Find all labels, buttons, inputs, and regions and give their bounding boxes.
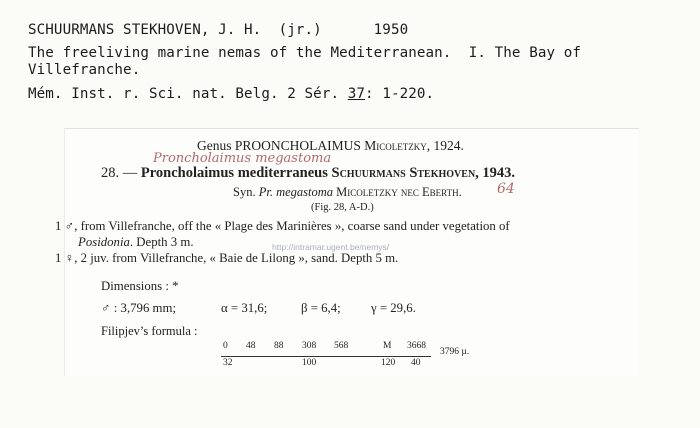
handwritten-number: 64: [497, 181, 515, 197]
formula-bottom-0: 32: [223, 358, 233, 368]
title-line-1: The freeliving marine nemas of the Mediterranean. I. The Bay of: [28, 45, 582, 61]
formula-top-3: 308: [302, 341, 317, 351]
formula-top-4: 568: [334, 341, 349, 351]
species-author: Schuurmans Stekhoven, 1943.: [327, 165, 516, 181]
synonym-author: Micoletzky nec Eberth.: [333, 185, 462, 199]
formula-fraction-bar: [221, 356, 431, 357]
record-1-line-2: [78, 235, 194, 250]
citation-volume: 37: [347, 86, 366, 102]
species-heading: [101, 165, 515, 182]
dimension-beta: β = 6,4;: [301, 301, 341, 315]
record-1-line-1: 1 ♂, from Villefranche, off the « Plage des Marinières », coarse sand under vegetation of: [55, 219, 510, 233]
formula-top-6: 3668: [407, 341, 426, 351]
printed-clipping: [55, 128, 639, 376]
citation-pages: : 1-220.: [365, 86, 435, 102]
title-line-2: Villefranche.: [28, 62, 141, 78]
dimension-alpha: α = 31,6;: [221, 301, 268, 315]
genus-prefix: Genus: [197, 138, 235, 153]
citation-line: [28, 86, 434, 102]
formula-bottom-3: 40: [411, 358, 421, 368]
species-name: Proncholaimus mediterraneus: [140, 165, 328, 181]
genus-author: Micoletzky, 1924.: [360, 138, 464, 153]
species-number: 28. —: [101, 165, 138, 181]
dimension-gamma: γ = 29,6.: [371, 301, 416, 315]
record-2: 1 ♀, 2 juv. from Villefranche, « Baie de Lilong », sand. Depth 5 m.: [55, 251, 399, 265]
figure-reference: (Fig. 28, A-D.): [311, 202, 374, 213]
record-1-habitat: Posidonia: [78, 235, 130, 249]
formula-total: 3796 µ.: [440, 347, 470, 357]
synonym-genus: Pr. megastoma: [258, 185, 334, 199]
record-1-depth: . Depth 3 m.: [129, 235, 194, 249]
formula-bottom-2: 120: [381, 358, 396, 368]
synonym-prefix: Syn.: [233, 185, 259, 199]
formula-top-1: 48: [246, 341, 256, 351]
formula-bottom-1: 100: [302, 358, 317, 368]
genus-name: PROONCHOLAIMUS: [234, 138, 361, 153]
handwritten-species-note: Proncholaimus megastoma: [153, 151, 332, 166]
citation-prefix: Mém. Inst. r. Sci. nat. Belg. 2 Sér.: [28, 86, 348, 102]
dimensions-label: Dimensions : *: [101, 279, 179, 293]
formula-label: Filipjev’s formula :: [101, 324, 198, 338]
formula-top-0: 0: [223, 341, 228, 351]
formula-top-2: 88: [274, 341, 284, 351]
author-line: SCHUURMANS STEKHOVEN, J. H. (jr.) 1950: [28, 22, 409, 38]
formula-top-5: M: [383, 341, 392, 351]
dimension-male: ♂ : 3,796 mm;: [101, 301, 177, 315]
watermark-url: http://intramar.ugent.be/nemys/: [272, 242, 390, 252]
synonym-line: [233, 185, 462, 200]
